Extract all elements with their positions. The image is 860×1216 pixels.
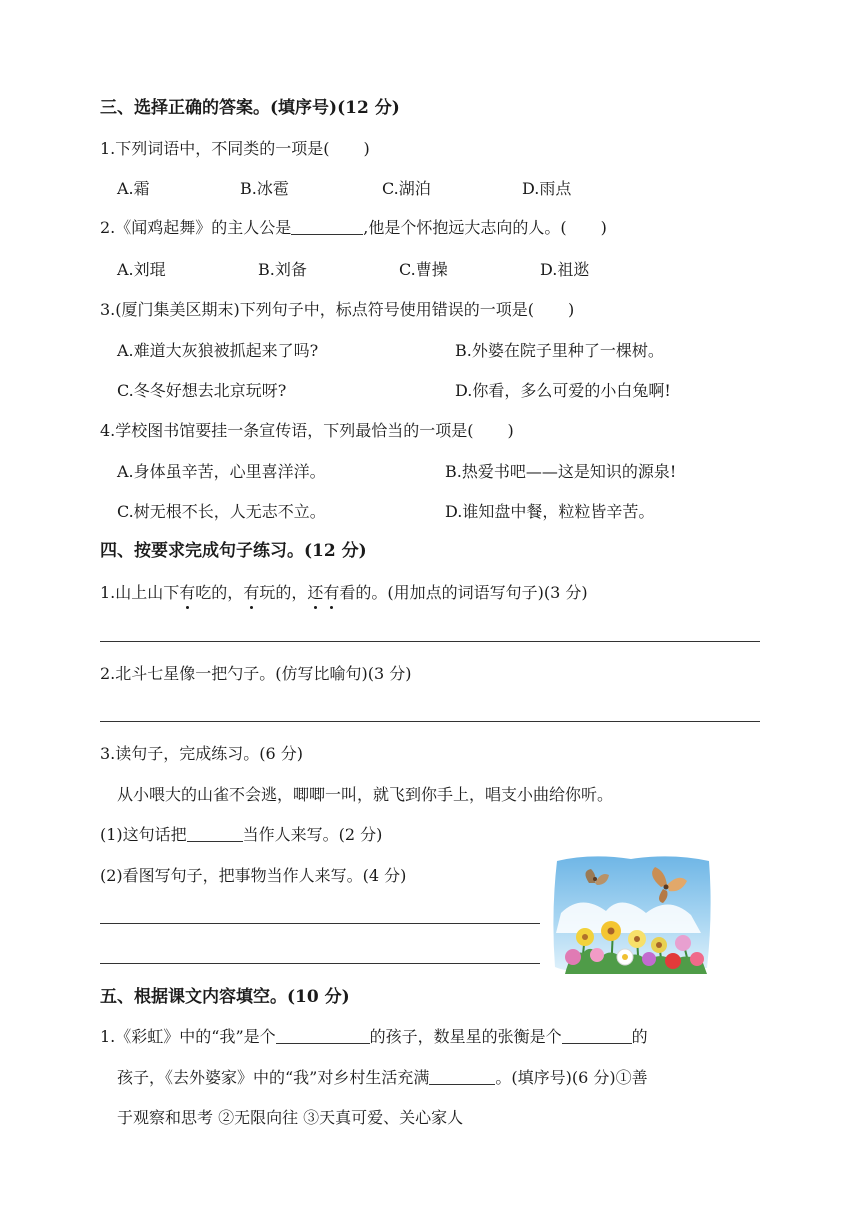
q3-2-blank[interactable] — [291, 218, 363, 235]
q3-2-close: ) — [600, 218, 607, 237]
q4-1-answer-line[interactable] — [100, 641, 760, 642]
q4-1-dotted-word: 有 — [243, 583, 260, 602]
q4-3-sub1-blank[interactable] — [187, 825, 243, 842]
q5-1-line-2 — [117, 1067, 648, 1089]
q3-2-stem — [100, 217, 607, 239]
q4-3-sub1-tail: 当作人来写。(2 分) — [242, 825, 383, 844]
q5-1-line-3: 于观察和思考 ②无限向往 ③天真可爱、关心家人 — [117, 1108, 464, 1127]
q3-2-option-b: B.刘备 — [258, 260, 307, 279]
q5-1-text: 的孩子，数星星的张衡是个 — [369, 1027, 562, 1046]
section-5-title: 五、根据课文内容填空。(10 分) — [100, 987, 350, 1007]
q3-3-close: ) — [568, 300, 575, 319]
q3-1-option-a: A.霜 — [117, 179, 150, 198]
q3-1-option-d: D.雨点 — [522, 179, 572, 198]
q3-3-stem — [100, 299, 574, 321]
q5-1-blank-1[interactable] — [276, 1027, 370, 1044]
q3-2-stem-text: 2.《闻鸡起舞》的主人公是 — [100, 218, 292, 237]
section-4-title: 四、按要求完成句子练习。(12 分) — [100, 541, 367, 561]
q3-1-stem — [100, 138, 370, 160]
q5-1-blank-2[interactable] — [562, 1027, 632, 1044]
q5-1-text: 孩子，《去外婆家》中的“我”对乡村生活充满 — [117, 1068, 430, 1087]
q4-2-answer-line[interactable] — [100, 721, 760, 722]
q3-1-stem-text: 1.下列词语中，不同类的一项是( — [100, 139, 330, 158]
q4-1-part: 吃的， — [195, 583, 244, 602]
q3-4-option-c: C.树无根不长，人无志不立。 — [117, 502, 326, 521]
q3-1-option-c: C.湖泊 — [382, 179, 431, 198]
q4-1-dotted-word: 有 — [179, 583, 196, 602]
q4-1-dotted-word: 还 — [307, 583, 324, 602]
q3-3-option-d: D.你看，多么可爱的小白兔啊! — [455, 381, 671, 400]
q4-1-dotted-word: 有 — [323, 583, 340, 602]
q3-1-option-b: B.冰雹 — [240, 179, 289, 198]
q3-2-option-c: C.曹操 — [399, 260, 448, 279]
q5-1-text: 1.《彩虹》中的“我”是个 — [100, 1027, 276, 1046]
q4-1-part: 1.山上山下 — [100, 583, 180, 602]
q3-2-option-a: A.刘琨 — [117, 260, 166, 279]
q3-2-option-d: D.祖逖 — [540, 260, 590, 279]
q3-3-option-a: A.难道大灰狼被抓起来了吗? — [117, 341, 319, 360]
q4-1-part: 玩的， — [259, 583, 308, 602]
q5-1-text: 的 — [631, 1027, 648, 1046]
q3-4-stem — [100, 420, 514, 442]
q4-3-stem: 3.读句子，完成练习。(6 分) — [100, 744, 304, 763]
q3-4-option-d: D.谁知盘中餐，粒粒皆辛苦。 — [445, 502, 655, 521]
q3-4-option-a: A.身体虽辛苦，心里喜洋洋。 — [117, 462, 326, 481]
q3-3-stem-text: 3.(厦门集美区期末)下列句子中，标点符号使用错误的一项是( — [100, 300, 534, 319]
q3-1-close: ) — [363, 139, 370, 158]
q4-3-sub2: (2)看图写句子，把事物当作人来写。(4 分) — [100, 866, 407, 885]
q4-3-answer-line-2[interactable] — [100, 963, 540, 964]
q4-3-sub1-text: (1)这句话把 — [100, 825, 187, 844]
q4-3-sub1 — [100, 824, 382, 846]
q3-4-stem-text: 4.学校图书馆要挂一条宣传语，下列最恰当的一项是( — [100, 421, 474, 440]
section-3-title: 三、选择正确的答案。(填序号)(12 分) — [100, 98, 400, 118]
q4-1-stem — [100, 582, 588, 604]
q3-4-option-b: B.热爱书吧——这是知识的源泉! — [445, 462, 677, 481]
q3-3-option-c: C.冬冬好想去北京玩呀? — [117, 381, 287, 400]
q3-3-option-b: B.外婆在院子里种了一棵树。 — [455, 341, 664, 360]
q5-1-text: 。(填序号)(6 分)①善 — [495, 1068, 648, 1087]
q5-1-line-1 — [100, 1026, 648, 1048]
q3-2-tail: ,他是个怀抱远大志向的人。( — [363, 218, 567, 237]
q3-4-close: ) — [507, 421, 514, 440]
butterfly-flower-illustration — [551, 853, 713, 974]
q4-1-part: 看的。(用加点的词语写句子)(3 分) — [339, 583, 588, 602]
q5-1-blank-3[interactable] — [429, 1068, 495, 1085]
q4-2-stem: 2.北斗七星像一把勺子。(仿写比喻句)(3 分) — [100, 664, 412, 683]
q4-3-answer-line-1[interactable] — [100, 923, 540, 924]
q4-3-passage: 从小喂大的山雀不会逃，唧唧一叫，就飞到你手上，唱支小曲给你听。 — [117, 785, 614, 804]
